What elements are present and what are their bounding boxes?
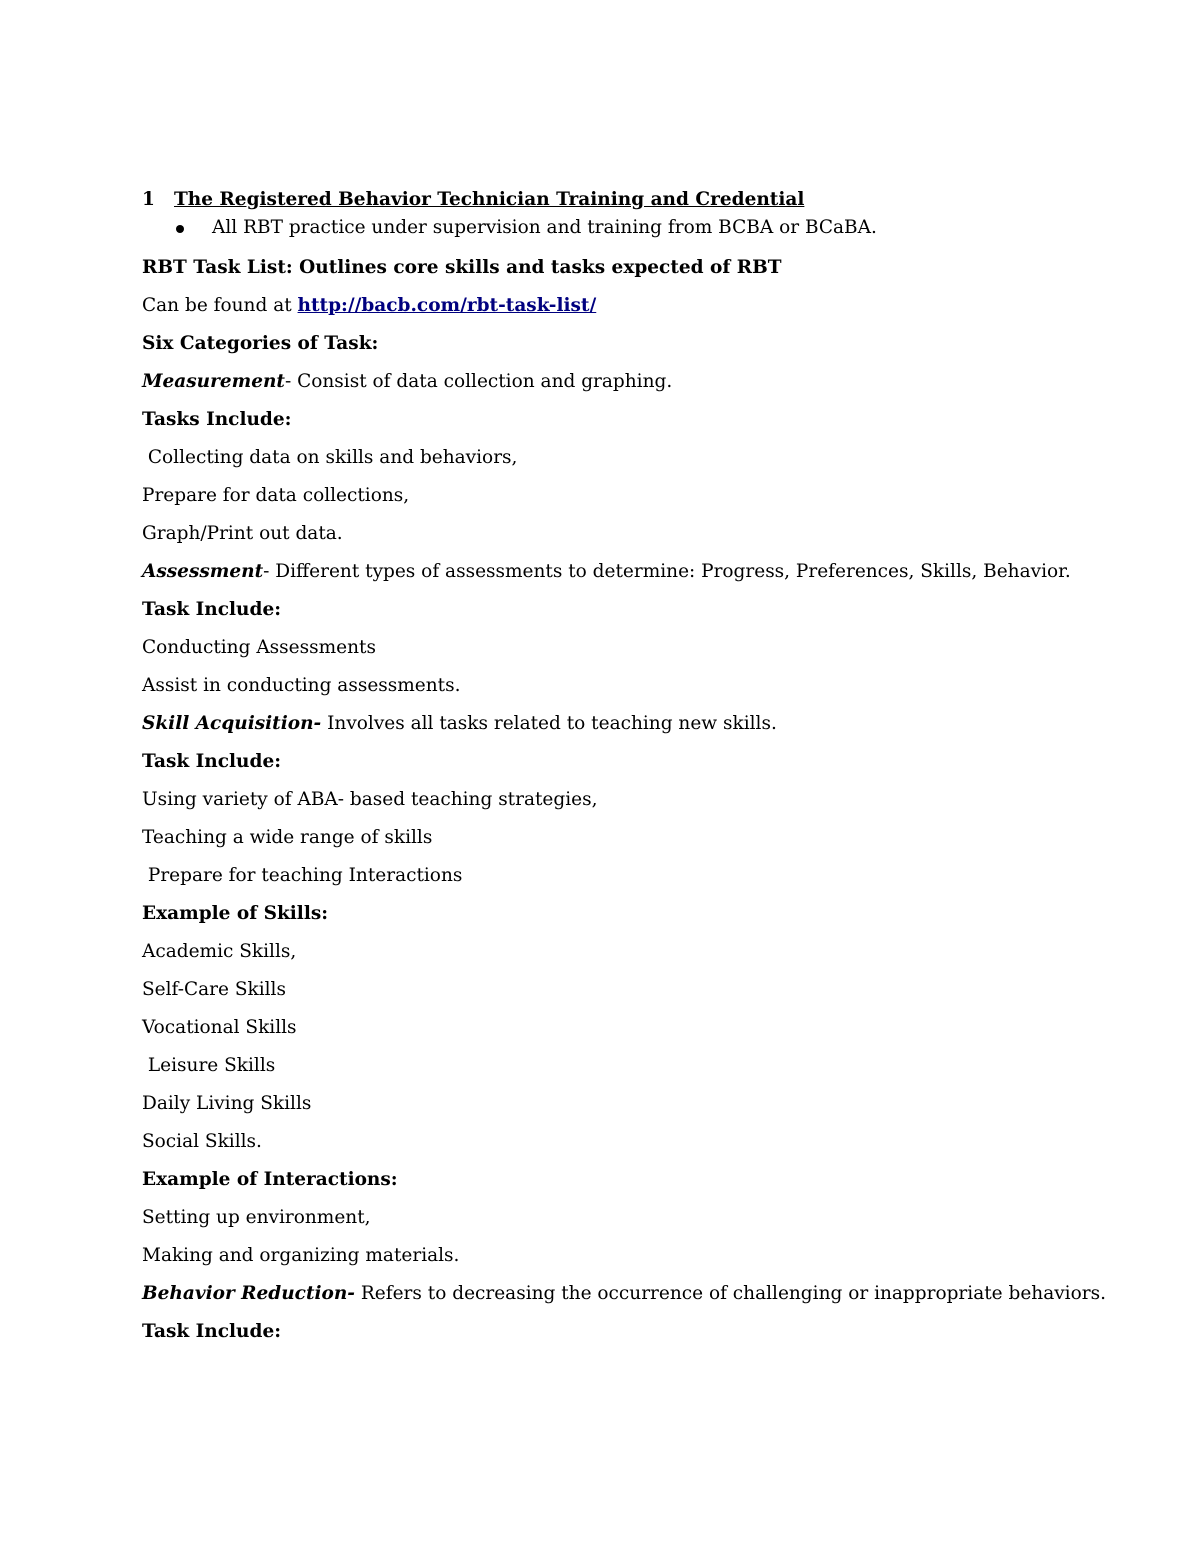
list-item: Prepare for data collections, bbox=[142, 485, 410, 506]
measurement-desc: - Consist of data collection and graphing. bbox=[284, 371, 673, 392]
skill-acquisition-term: Skill Acquisition- bbox=[142, 713, 322, 734]
list-item: Leisure Skills bbox=[142, 1055, 276, 1076]
list-item: Academic Skills, bbox=[142, 941, 297, 962]
assessment-line bbox=[142, 558, 1122, 586]
list-item: Collecting data on skills and behaviors, bbox=[142, 447, 518, 468]
list-item: Using variety of ABA- based teaching strategies, bbox=[142, 789, 598, 810]
measurement-line bbox=[142, 368, 1122, 396]
found-prefix: Can be found at bbox=[142, 295, 298, 316]
task-list-heading: RBT Task List: Outlines core skills and tasks expected of RBT bbox=[142, 257, 782, 278]
bullet-text: All RBT practice under supervision and training from BCBA or BCaBA. bbox=[212, 217, 877, 238]
assessment-desc: - Different types of assessments to determine: Progress, Preferences, Skills, Behavior. bbox=[263, 561, 1071, 582]
list-item: Making and organizing materials. bbox=[142, 1245, 460, 1266]
behavior-reduction-tasks-heading: Task Include: bbox=[142, 1321, 282, 1342]
list-item: Graph/Print out data. bbox=[142, 523, 343, 544]
skills-heading: Example of Skills: bbox=[142, 903, 329, 924]
skill-acquisition-desc: Involves all tasks related to teaching new skills. bbox=[321, 713, 777, 734]
section-number: 1 bbox=[142, 189, 155, 210]
section-title: The Registered Behavior Technician Training and Credential bbox=[174, 189, 805, 210]
behavior-reduction-line bbox=[142, 1280, 1122, 1308]
list-item: Assist in conducting assessments. bbox=[142, 675, 461, 696]
list-item: Setting up environment, bbox=[142, 1207, 371, 1228]
list-item: Conducting Assessments bbox=[142, 637, 376, 658]
task-list-location bbox=[142, 292, 1122, 320]
list-item: Prepare for teaching Interactions bbox=[142, 865, 463, 886]
measurement-tasks-heading: Tasks Include: bbox=[142, 409, 292, 430]
behavior-reduction-term: Behavior Reduction- bbox=[142, 1283, 355, 1304]
assessment-term: Assessment bbox=[142, 561, 264, 582]
list-item: Self-Care Skills bbox=[142, 979, 286, 1000]
measurement-term: Measurement bbox=[142, 371, 285, 392]
skill-acquisition-tasks-heading: Task Include: bbox=[142, 751, 282, 772]
list-item: Daily Living Skills bbox=[142, 1093, 312, 1114]
bullet-icon bbox=[176, 225, 184, 233]
bullet-item bbox=[142, 214, 1122, 242]
list-item: Vocational Skills bbox=[142, 1017, 297, 1038]
six-categories-heading: Six Categories of Task: bbox=[142, 333, 379, 354]
skill-acquisition-line bbox=[142, 710, 1122, 738]
list-item: Teaching a wide range of skills bbox=[142, 827, 433, 848]
task-list-link[interactable]: http://bacb.com/rbt-task-list/ bbox=[297, 295, 597, 316]
section-heading bbox=[142, 186, 1122, 214]
list-item: Social Skills. bbox=[142, 1131, 262, 1152]
interactions-heading: Example of Interactions: bbox=[142, 1169, 398, 1190]
behavior-reduction-desc: Refers to decreasing the occurrence of challenging or inappropriate behaviors. bbox=[355, 1283, 1106, 1304]
document-body bbox=[142, 186, 1122, 1356]
assessment-tasks-heading: Task Include: bbox=[142, 599, 282, 620]
